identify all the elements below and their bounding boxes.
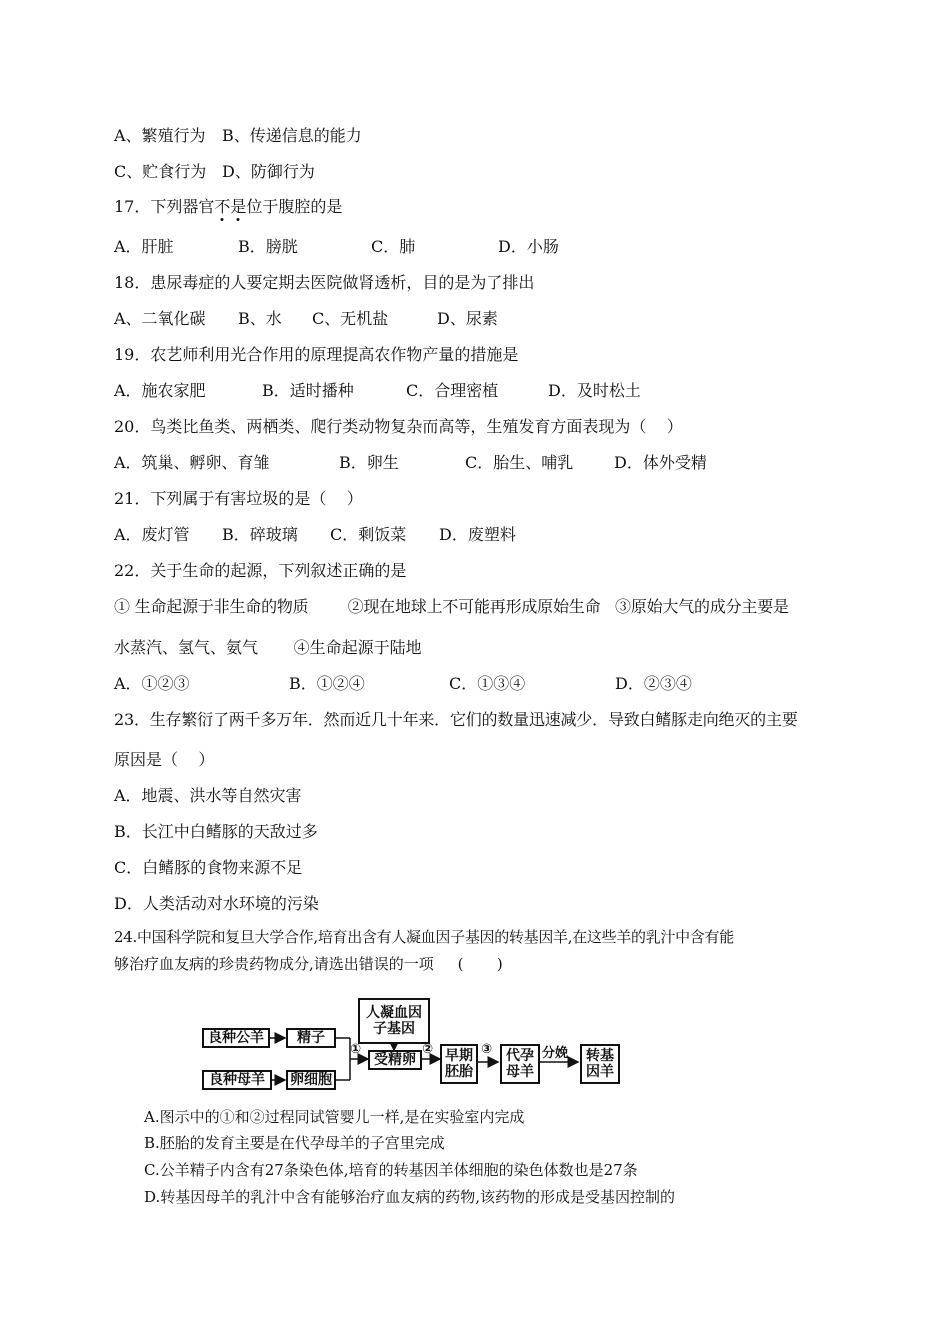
q17-option-c: C．肺 <box>371 237 416 256</box>
q24-option-d: D.转基因母羊的乳汁中含有能够治疗血友病的药物,该药物的形成是受基因控制的 <box>144 1188 676 1206</box>
q23-stem-line2: 原因是（ ） <box>114 750 215 769</box>
q22-statements-line2: 水蒸汽、氢气、氨气 ④生命起源于陆地 <box>114 638 422 657</box>
diagram-step-3-label: ③ <box>481 1042 493 1057</box>
diagram-box-gene: 人凝血因 子基因 <box>358 998 430 1044</box>
q24-option-a: A.图示中的①和②过程同试管婴儿一样,是在实验室内完成 <box>144 1108 525 1126</box>
q23-stem-line1: 23．生存繁衍了两千多万年．然而近几十年来．它们的数量迅速减少．导致白鳍豚走向绝灭的主要 <box>114 710 798 729</box>
q16-options-row1 <box>114 126 874 146</box>
q22-stem: 22．关于生命的起源，下列叙述正确的是 <box>114 561 407 580</box>
q23-option-d: D．人类活动对水环境的污染 <box>114 894 319 913</box>
q18-option-b: B、水 <box>238 309 282 328</box>
q22-option-a: A．①②③ <box>114 674 190 693</box>
q24-stem-line1: 24.中国科学院和复旦大学合作,培育出含有人凝血因子基因的转基因羊,在这些羊的乳汁中含有能 <box>114 928 734 946</box>
q24-stem-line2: 够治疗血友病的珍贵药物成分,请选出错误的一项 ( ) <box>114 955 503 973</box>
q18-option-a: A、二氧化碳 <box>114 309 206 328</box>
q17-option-b: B．膀胱 <box>238 237 298 256</box>
q22-options <box>114 674 874 694</box>
q17-stem <box>114 197 342 217</box>
diagram-box-zygote: 受精卵 <box>368 1050 422 1070</box>
q19-stem: 19．农艺师利用光合作用的原理提高农作物产量的措施是 <box>114 345 519 364</box>
q17-options <box>114 237 874 257</box>
q21-option-a: A．废灯管 <box>114 525 190 544</box>
q20-option-b: B．卵生 <box>339 453 399 472</box>
q17-stem-emphasis-1: 不 <box>214 197 231 216</box>
q22-option-c: C．①③④ <box>449 674 526 693</box>
q16-option-c: C、贮食行为 <box>114 162 207 181</box>
diagram-box-ram: 良种公羊 <box>202 1028 270 1048</box>
diagram-box-transgenic: 转基 因羊 <box>580 1044 620 1084</box>
q21-option-b: B．碎玻璃 <box>222 525 298 544</box>
q17-option-a: A．肝脏 <box>114 237 174 256</box>
q18-options <box>114 309 874 329</box>
q18-stem: 18．患尿毒症的人要定期去医院做肾透析，目的是为了排出 <box>114 273 535 292</box>
q21-option-c: C．剩饭菜 <box>330 525 407 544</box>
q20-option-d: D．体外受精 <box>614 453 707 472</box>
q23-option-c: C．白鳍豚的食物来源不足 <box>114 858 303 877</box>
q16-option-a: A、繁殖行为 <box>114 126 206 145</box>
q17-stem-emphasis-2: 是 <box>230 197 247 216</box>
q22-statements-line1: ① 生命起源于非生命的物质 ②现在地球上不可能再形成原始生命 ③原始大气的成分主要是 <box>114 597 789 616</box>
diagram-box-ewe: 良种母羊 <box>202 1070 272 1090</box>
q20-option-c: C．胎生、哺乳 <box>465 453 574 472</box>
q22-option-d: D．②③④ <box>615 674 692 693</box>
q18-option-c: C、无机盐 <box>312 309 389 328</box>
q17-option-d: D．小肠 <box>498 237 559 256</box>
q20-stem: 20．鸟类比鱼类、两栖类、爬行类动物复杂而高等，生殖发育方面表现为（ ） <box>114 417 683 436</box>
q24-option-b: B.胚胎的发育主要是在代孕母羊的子宫里完成 <box>144 1134 445 1152</box>
q20-options <box>114 453 874 473</box>
transgenic-sheep-diagram <box>200 998 630 1090</box>
diagram-box-egg: 卵细胞 <box>286 1070 336 1090</box>
q21-options <box>114 525 874 545</box>
q17-stem-post: 位于腹腔的是 <box>246 197 343 216</box>
q24-option-c: C.公羊精子内含有27条染色体,培育的转基因羊体细胞的染色体数也是27条 <box>144 1161 638 1179</box>
diagram-step-1-label: ① <box>350 1042 362 1057</box>
diagram-box-surrogate: 代孕 母羊 <box>500 1044 540 1084</box>
q22-option-b: B．①②④ <box>289 674 365 693</box>
q19-option-a: A．施农家肥 <box>114 381 206 400</box>
diagram-box-embryo: 早期 胚胎 <box>440 1044 478 1084</box>
q19-option-d: D．及时松土 <box>548 381 641 400</box>
q20-option-a: A．筑巢、孵卵、育雏 <box>114 453 270 472</box>
q16-option-d: D、防御行为 <box>222 162 315 181</box>
diagram-box-sperm: 精子 <box>286 1028 336 1048</box>
q23-option-b: B．长江中白鳍豚的天敌过多 <box>114 822 318 841</box>
q19-options <box>114 381 874 401</box>
q19-option-b: B．适时播种 <box>262 381 354 400</box>
diagram-birth-label: 分娩 <box>542 1046 569 1061</box>
q17-stem-pre: 17．下列器官 <box>114 197 215 216</box>
q21-option-d: D．废塑料 <box>439 525 516 544</box>
q23-option-a: A．地震、洪水等自然灾害 <box>114 786 302 805</box>
q21-stem: 21．下列属于有害垃圾的是（ ） <box>114 489 363 508</box>
q18-option-d: D、尿素 <box>437 309 498 328</box>
q16-option-b: B、传递信息的能力 <box>222 126 362 145</box>
q16-options-row2 <box>114 162 874 182</box>
diagram-step-2-label: ② <box>422 1042 434 1057</box>
q19-option-c: C．合理密植 <box>406 381 499 400</box>
